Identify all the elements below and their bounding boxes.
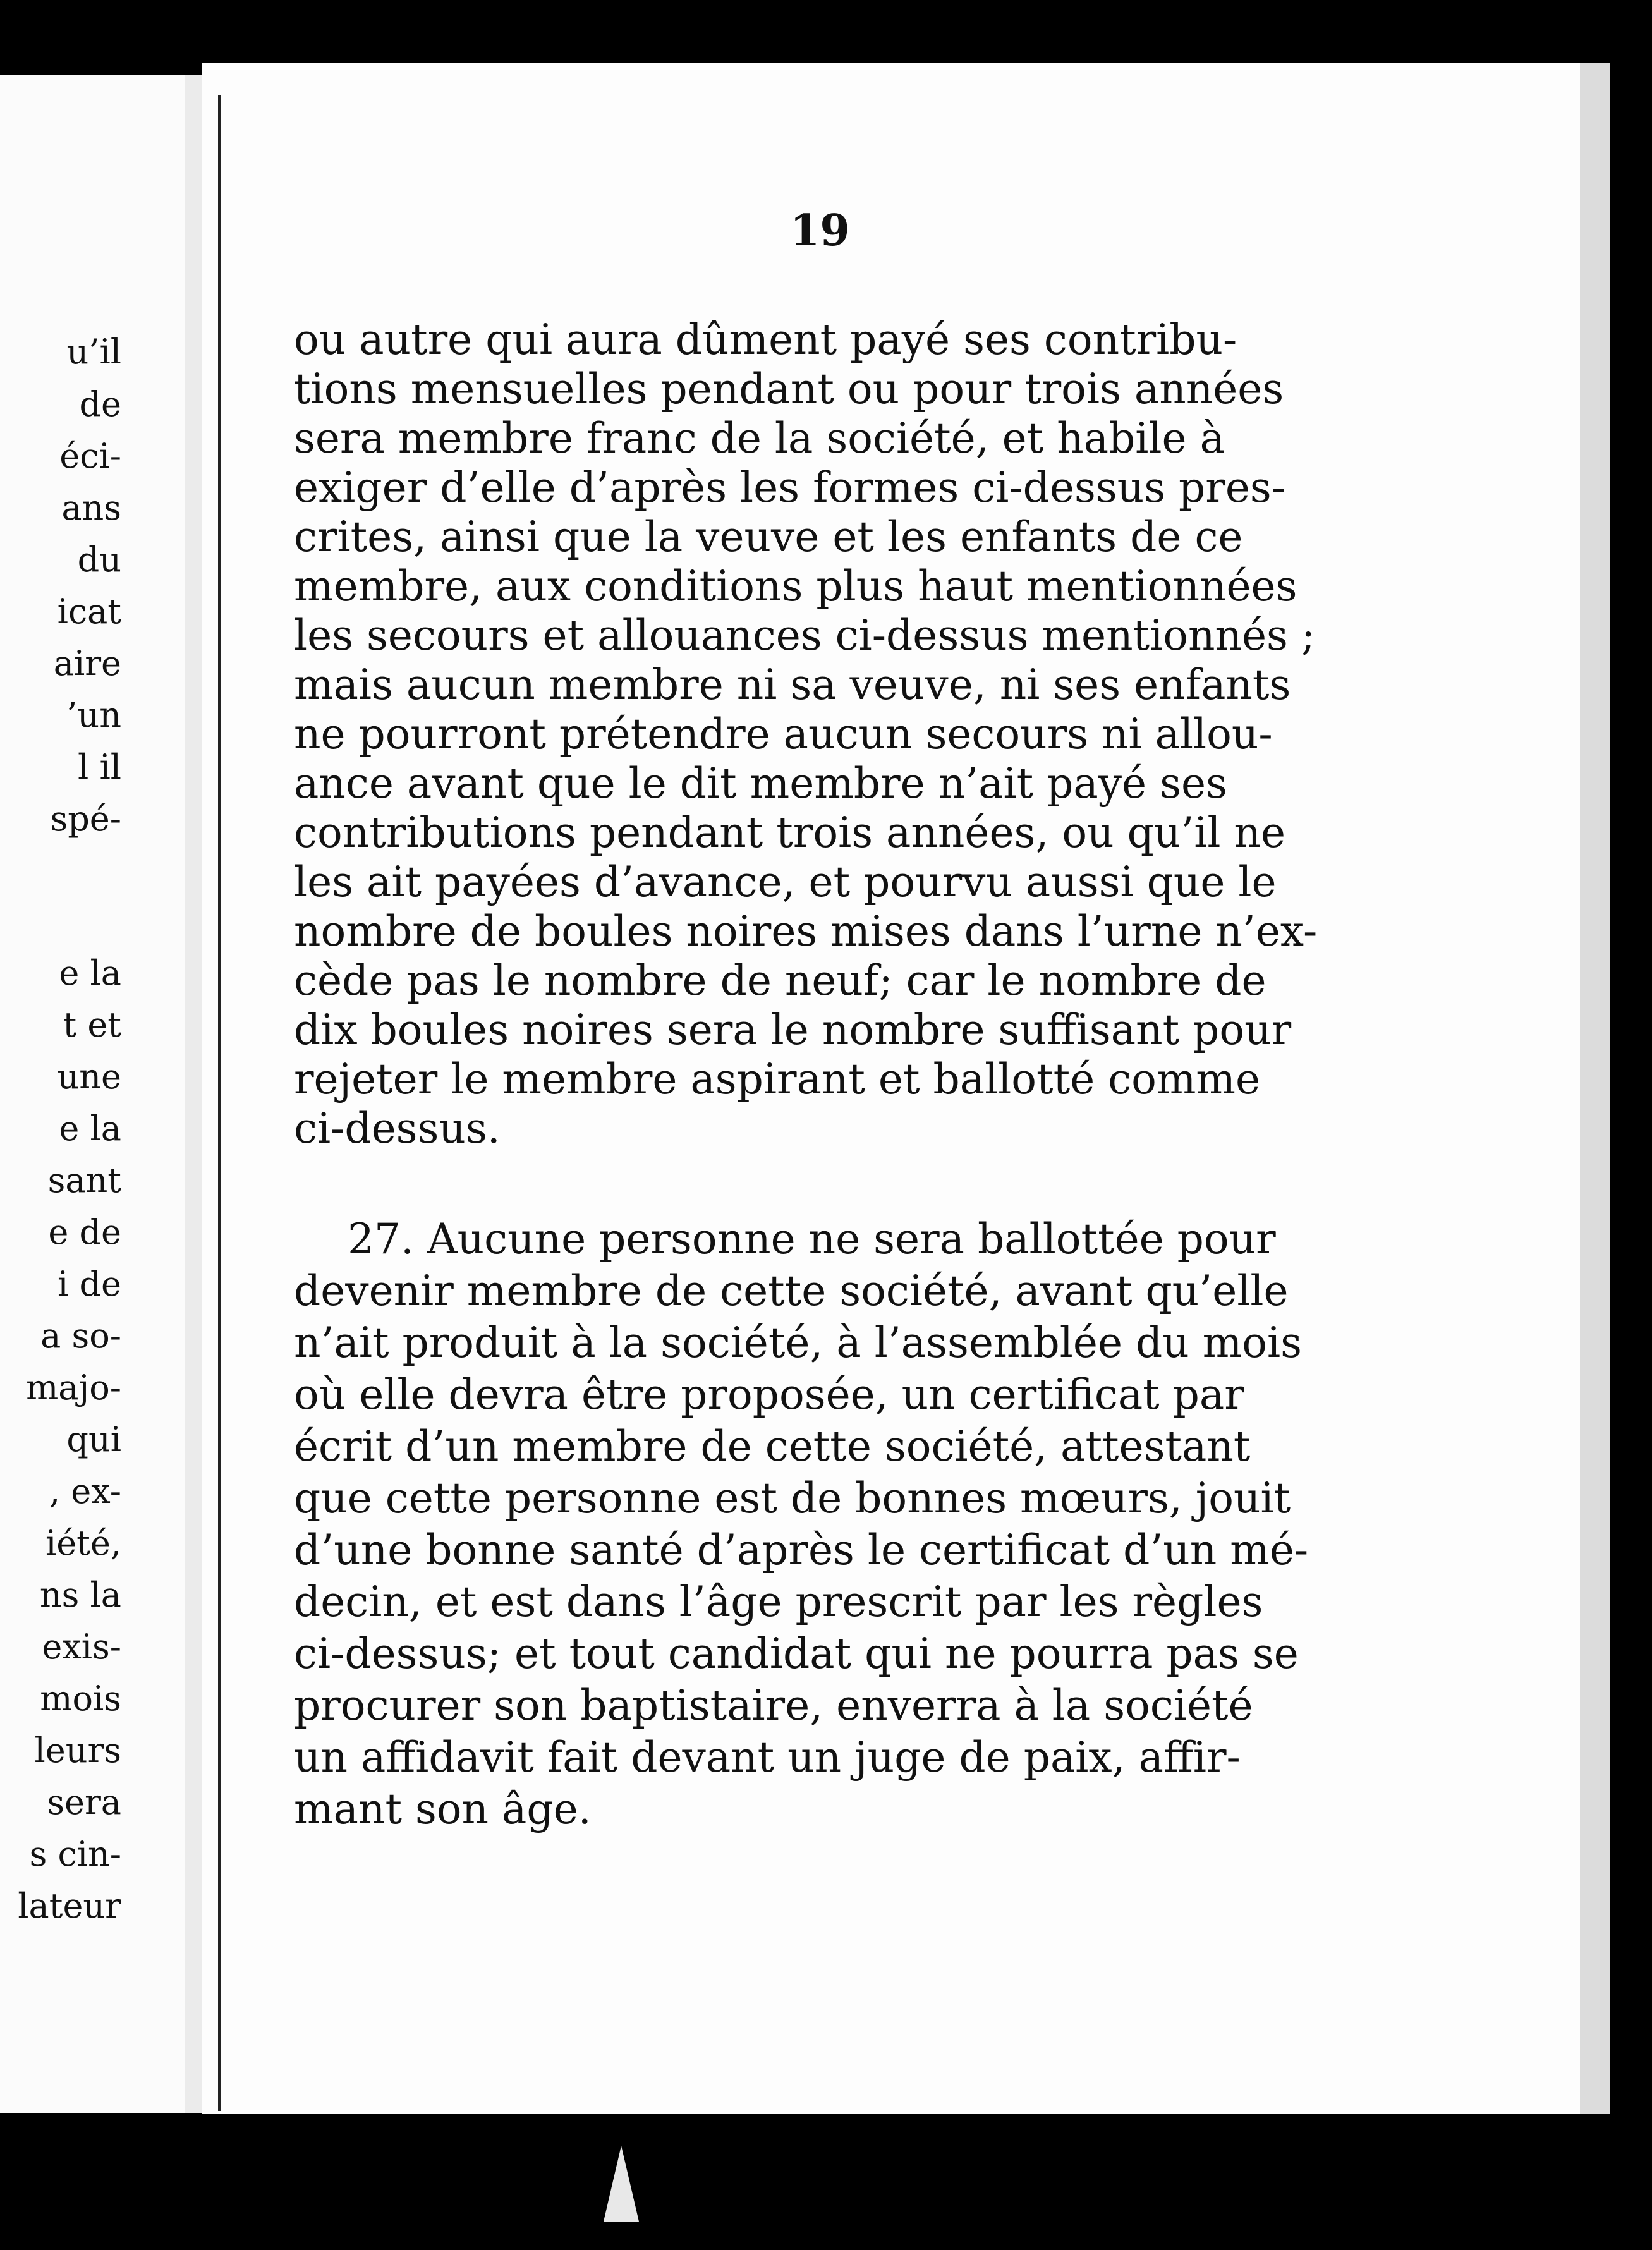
text-line: cède pas le nombre de neuf; car le nombre de [294, 956, 1266, 1005]
left-page-line: e la [59, 1109, 121, 1148]
text-line: tions mensuelles pendant ou pour trois années [294, 365, 1284, 413]
left-page-line: l il [78, 747, 121, 787]
text-line: exiger d’elle d’après les formes ci-dessus pres- [294, 463, 1286, 512]
text-line: sera membre franc de la société, et habile à [294, 414, 1225, 463]
text-line: dix boules noires sera le nombre suffisant pour [294, 1006, 1292, 1054]
text-line: contributions pendant trois années, ou qu’il ne [294, 808, 1286, 857]
left-page-line: sant [47, 1160, 121, 1200]
left-page-line: éci- [59, 436, 121, 476]
left-page-line: e de [48, 1212, 121, 1252]
left-page-line: du [77, 540, 121, 580]
text-line: procurer son baptistaire, enverra à la société [294, 1681, 1253, 1730]
left-page-line: lateur [18, 1886, 121, 1926]
page-number: 19 [790, 205, 850, 256]
left-page-line: spé- [50, 799, 121, 839]
left-page-line: icat [57, 592, 121, 631]
text-line: d’une bonne santé d’après le certificat d’un mé- [294, 1526, 1309, 1574]
spine-line [218, 95, 221, 2111]
text-line: devenir membre de cette société, avant qu’elle [294, 1267, 1289, 1315]
text-line: les secours et allouances ci-dessus mentionnés ; [294, 611, 1316, 660]
book-gutter [185, 75, 202, 2113]
text-line: où elle devra être proposée, un certificat par [294, 1370, 1244, 1419]
left-page-line: u’il [66, 332, 121, 372]
left-page-line: une [57, 1057, 121, 1097]
left-page-line: a so- [40, 1316, 121, 1356]
left-page-line: de [79, 384, 121, 424]
left-page-line: ns la [39, 1575, 121, 1615]
left-page-line: majo- [26, 1368, 121, 1408]
text-line: n’ait produit à la société, à l’assemblée du mois [294, 1318, 1303, 1367]
text-line: les ait payées d’avance, et pourvu aussi que le [294, 858, 1277, 906]
bottom-marker-shape [604, 2146, 639, 2222]
left-page-line: mois [40, 1679, 121, 1718]
text-line: ne pourront prétendre aucun secours ni allou- [294, 710, 1273, 758]
left-page-line: exis- [42, 1627, 121, 1667]
text-line: ou autre qui aura dûment payé ses contribu- [294, 315, 1237, 364]
left-page [0, 75, 185, 2113]
text-line: decin, et est dans l’âge prescrit par les règles [294, 1578, 1263, 1626]
left-page-line: leurs [34, 1730, 121, 1770]
left-page-line: iété, [45, 1523, 121, 1563]
text-line: ci-dessus. [294, 1104, 501, 1153]
left-page-line: t et [63, 1005, 121, 1045]
text-line: nombre de boules noires mises dans l’urne n’ex- [294, 907, 1318, 956]
text-line: écrit d’un membre de cette société, attestant [294, 1422, 1251, 1471]
left-page-line: s cin- [29, 1834, 121, 1874]
text-line: crites, ainsi que la veuve et les enfants de ce [294, 513, 1243, 561]
text-line: ance avant que le dit membre n’ait payé ses [294, 759, 1227, 808]
left-page-line: e la [59, 953, 121, 993]
text-line: membre, aux conditions plus haut mentionnées [294, 562, 1297, 611]
page-edge [1580, 63, 1610, 2114]
left-page-line: i de [58, 1264, 121, 1304]
text-line: mant son âge. [294, 1785, 592, 1833]
left-page-line: ’un [66, 695, 121, 735]
left-page-line: ans [61, 488, 121, 528]
text-line: un affidavit fait devant un juge de paix, affir- [294, 1733, 1241, 1782]
text-line: rejeter le membre aspirant et ballotté comme [294, 1055, 1261, 1104]
left-page-line: sera [47, 1782, 121, 1822]
text-line: mais aucun membre ni sa veuve, ni ses enfants [294, 660, 1291, 709]
left-page-line: aire [53, 643, 121, 683]
left-page-line: , ex- [49, 1471, 121, 1511]
text-line: ci-dessus; et tout candidat qui ne pourra pas se [294, 1629, 1299, 1678]
text-line: 27. Aucune personne ne sera ballottée pour [348, 1215, 1276, 1263]
text-line: que cette personne est de bonnes mœurs, jouit [294, 1474, 1291, 1523]
left-page-line: qui [66, 1420, 121, 1459]
